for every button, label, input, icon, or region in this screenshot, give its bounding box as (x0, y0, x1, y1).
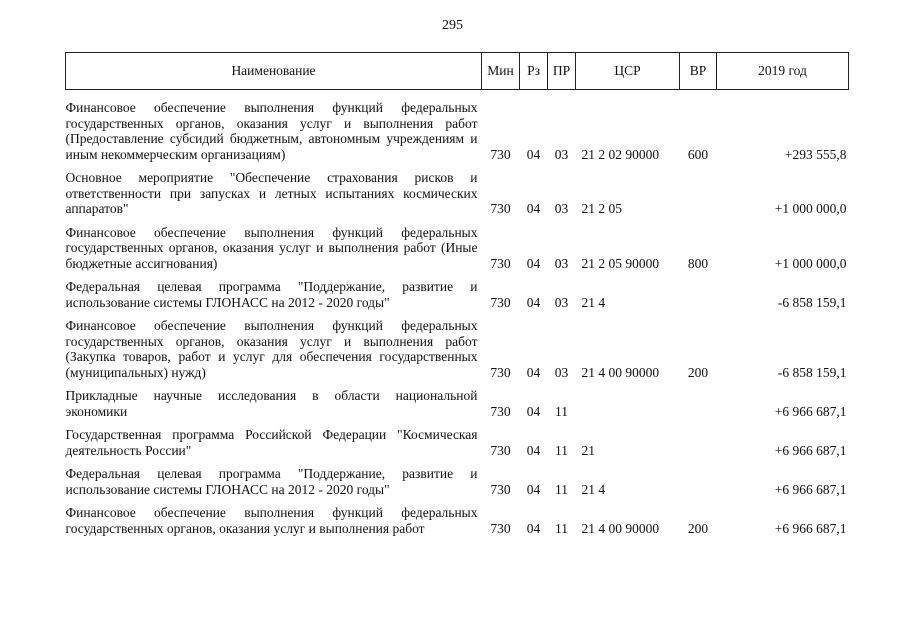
table-row (66, 388, 849, 419)
row-pr-cell: 11 (555, 403, 568, 419)
table-row (66, 279, 849, 310)
row-sum-cell: -6 858 159,1 (777, 294, 847, 310)
row-min-cell: 730 (490, 146, 511, 162)
row-min-cell: 730 (490, 255, 511, 271)
row-min-cell: 730 (490, 442, 511, 458)
row-pr-cell: 11 (555, 481, 568, 497)
row-vr-cell (680, 388, 717, 419)
row-csr-cell: 21 2 05 90000 (581, 255, 660, 271)
row-csr-cell: 21 (581, 442, 595, 458)
row-csr-cell (576, 388, 680, 419)
header-name: Наименование (66, 53, 482, 90)
row-sum-cell: +6 966 687,1 (774, 520, 847, 536)
row-pr-cell: 03 (554, 364, 569, 380)
table-body (66, 90, 849, 537)
row-rz-cell: 04 (526, 294, 541, 310)
row-min-cell: 730 (490, 520, 511, 536)
header-min: Мин (482, 53, 520, 90)
row-name-cell: Финансовое обеспечение выполнения функций федеральных государственных органов, оказания услуг и выполнения работ (Закупка товаров, работ и услуг для обеспечения государственных (муниципальных) нужд) (65, 318, 478, 380)
row-spacer-cell (66, 380, 849, 388)
row-spacer (66, 162, 849, 170)
row-spacer-cell (66, 90, 849, 101)
row-sum-cell: +1 000 000,0 (774, 201, 847, 216)
row-spacer-cell (66, 419, 849, 427)
row-vr-cell (680, 170, 717, 217)
row-pr-cell: 03 (554, 294, 569, 310)
row-rz-cell: 04 (526, 201, 541, 216)
row-name-cell: Основное мероприятие "Обеспечение страхования рисков и ответственности при запусках и летных испытаниях космических аппаратов" (65, 170, 478, 216)
row-csr-cell: 21 4 (581, 481, 606, 497)
row-csr-cell: 21 2 02 90000 (581, 146, 660, 162)
row-sum-cell: +1 000 000,0 (774, 255, 847, 271)
row-min-cell: 730 (490, 481, 511, 497)
row-spacer (66, 90, 849, 101)
row-sum-cell: +6 966 687,1 (774, 403, 847, 419)
row-spacer (66, 419, 849, 427)
row-pr-cell: 03 (554, 255, 569, 271)
row-spacer-cell (66, 310, 849, 318)
row-min-cell: 730 (490, 403, 511, 419)
header-pr: ПР (548, 53, 576, 90)
row-spacer (66, 271, 849, 279)
row-spacer-cell (66, 162, 849, 170)
table-row (66, 100, 849, 162)
row-rz-cell: 04 (526, 520, 541, 536)
row-name-cell: Финансовое обеспечение выполнения функций федеральных государственных органов, оказания услуг и выполнения работ (65, 505, 478, 536)
row-min-cell: 730 (490, 294, 511, 310)
page-number: 295 (442, 18, 463, 33)
row-vr-cell: 200 (687, 520, 709, 536)
row-pr-cell: 03 (554, 201, 569, 216)
header-rz: Рз (520, 53, 548, 90)
row-spacer (66, 217, 849, 225)
row-name-cell: Федеральная целевая программа "Поддержание, развитие и использование системы ГЛОНАСС на 2012 - 2020 годы" (65, 279, 478, 310)
row-vr-cell: 800 (687, 255, 709, 271)
row-vr-cell (680, 466, 717, 497)
row-vr-cell (680, 279, 717, 310)
row-name-cell: Прикладные научные исследования в области национальной экономики (65, 388, 478, 419)
row-rz-cell: 04 (526, 403, 541, 419)
table-row (66, 170, 849, 217)
row-name-cell: Финансовое обеспечение выполнения функций федеральных государственных органов, оказания услуг и выполнения работ (Иные бюджетные ассигнования) (65, 224, 478, 271)
row-rz-cell: 04 (526, 255, 541, 271)
row-spacer-cell (66, 271, 849, 279)
row-pr-cell: 03 (554, 146, 569, 162)
table-row (66, 225, 849, 272)
row-min-cell: 730 (490, 364, 511, 380)
table-row (66, 505, 849, 536)
row-min-cell: 730 (490, 201, 511, 216)
table-row (66, 466, 849, 497)
row-spacer (66, 497, 849, 505)
row-name-cell: Федеральная целевая программа "Поддержание, развитие и использование системы ГЛОНАСС на 2012 - 2020 годы" (65, 466, 478, 497)
row-pr-cell: 11 (555, 442, 568, 458)
row-spacer-cell (66, 497, 849, 505)
row-pr-cell: 11 (555, 520, 568, 536)
row-spacer-cell (66, 217, 849, 225)
row-spacer (66, 310, 849, 318)
row-vr-cell: 600 (687, 146, 709, 162)
row-sum-cell: -6 858 159,1 (777, 364, 847, 380)
table-row (66, 318, 849, 380)
row-rz-cell: 04 (526, 364, 541, 380)
table-header-row (66, 53, 849, 90)
row-name-cell: Финансовое обеспечение выполнения функций федеральных государственных органов, оказания услуг и выполнения работ (Предоставление субсидий бюджетным, автономным учреждениям и иным некоммерческим организациям) (65, 100, 478, 162)
row-csr-cell: 21 4 (581, 294, 606, 310)
header-sum: 2019 год (717, 53, 849, 90)
table-row (66, 427, 849, 458)
row-vr-cell: 200 (687, 364, 709, 380)
row-rz-cell: 04 (526, 442, 541, 458)
row-name-cell: Государственная программа Российской Федерации "Космическая деятельность России" (65, 427, 478, 458)
row-sum-cell: +6 966 687,1 (774, 481, 847, 497)
row-vr-cell (680, 427, 717, 458)
row-csr-cell: 21 4 00 90000 (581, 520, 660, 536)
row-rz-cell: 04 (526, 146, 541, 162)
row-sum-cell: +293 555,8 (784, 146, 847, 162)
header-csr: ЦСР (576, 53, 680, 90)
row-spacer (66, 458, 849, 466)
row-csr-cell: 21 2 05 (581, 201, 622, 216)
row-sum-cell: +6 966 687,1 (774, 442, 847, 458)
row-csr-cell: 21 4 00 90000 (581, 364, 660, 380)
row-rz-cell: 04 (526, 481, 541, 497)
header-vr: ВР (680, 53, 717, 90)
budget-table (65, 52, 849, 536)
row-spacer (66, 380, 849, 388)
row-spacer-cell (66, 458, 849, 466)
